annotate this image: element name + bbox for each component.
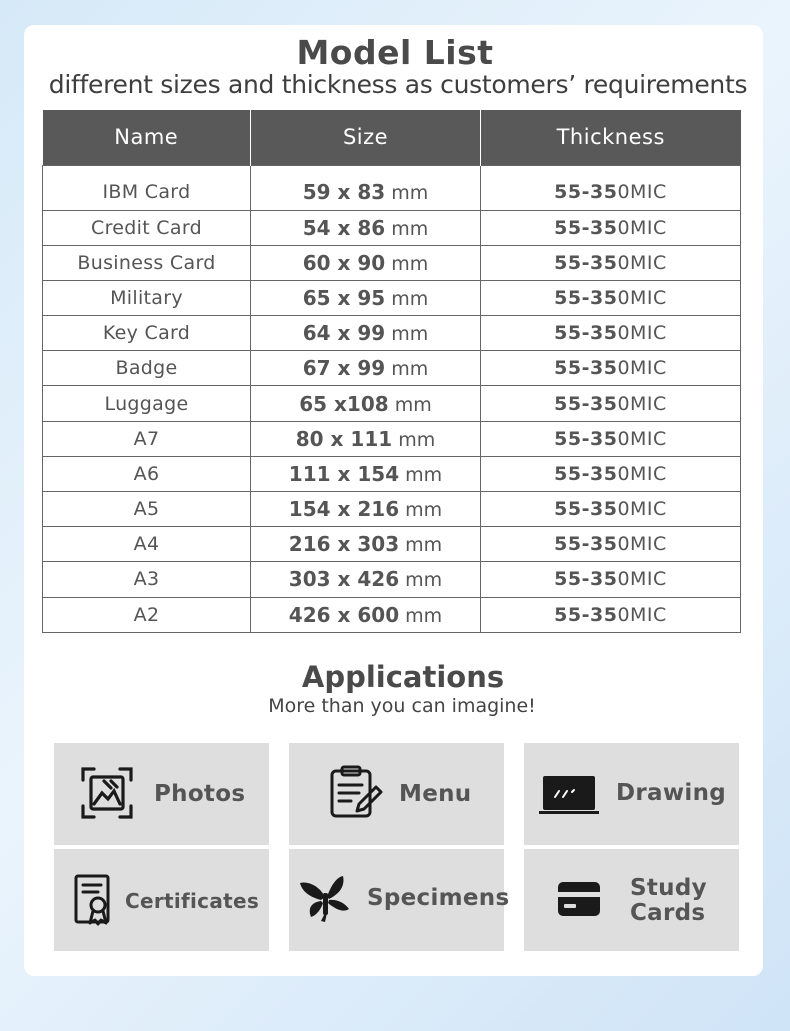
cell-size [251,210,481,245]
cell-size [251,351,481,386]
cell-size [251,527,481,562]
app-tile-photos [54,743,269,845]
thickness-unit: 0MIC [617,216,667,239]
size-unit: mm [391,323,429,346]
thickness-range: 55-35 [554,533,618,556]
cell-name: Key Card [43,316,251,351]
app-tile-study-cards [524,849,739,951]
cell-thickness [481,386,741,421]
size-value: 216 x 303 [288,532,400,557]
thickness-range: 55-35 [554,180,618,203]
app-tile-certificates [54,849,269,951]
size-value: 64 x 99 [302,321,386,346]
thickness-unit: 0MIC [617,462,667,485]
cell-size [251,386,481,421]
page-subtitle: different sizes and thickness as customers’ requirements [48,70,748,99]
applications-subtitle: More than you can imagine! [268,695,536,717]
cell-size [251,456,481,491]
size-value: 54 x 86 [302,215,386,240]
thickness-range: 55-35 [554,322,618,345]
cell-thickness [481,527,741,562]
cell-thickness [481,562,741,597]
thickness-unit: 0MIC [617,180,667,203]
photo-icon [80,766,134,820]
cell-size [251,316,481,351]
table-row [43,492,741,527]
table-row [43,351,741,386]
size-unit: mm [405,534,443,557]
thickness-unit: 0MIC [617,427,667,450]
cell-size [251,597,481,632]
cell-name: Credit Card [43,210,251,245]
thickness-unit: 0MIC [617,286,667,309]
size-unit: mm [405,604,443,627]
thickness-unit: 0MIC [617,322,667,345]
app-label-study-cards-line2: Cards [630,900,706,926]
cell-thickness [481,492,741,527]
thickness-unit: 0MIC [617,533,667,556]
size-unit: mm [391,287,429,310]
cell-size [251,280,481,315]
thickness-range: 55-35 [554,251,618,274]
thickness-unit: 0MIC [617,603,667,626]
size-value: 65 x 95 [302,285,386,310]
cell-thickness [481,597,741,632]
cell-name: A5 [43,492,251,527]
size-value: 67 x 99 [302,356,386,381]
size-unit: mm [405,569,443,592]
thickness-range: 55-35 [554,216,618,239]
app-label-study-cards-line1: Study [630,875,707,901]
table-row [43,386,741,421]
cell-size [251,492,481,527]
size-unit: mm [391,252,429,275]
drawing-board-icon [539,773,599,817]
size-unit: mm [394,393,432,416]
table-row [43,316,741,351]
cell-size [251,421,481,456]
cell-name: A3 [43,562,251,597]
size-unit: mm [391,181,429,204]
table-row [43,245,741,280]
table-row [43,527,741,562]
thickness-range: 55-35 [554,568,618,591]
cell-name: Badge [43,351,251,386]
thickness-range: 55-35 [554,603,618,626]
app-tile-specimens [289,849,510,951]
size-unit: mm [391,358,429,381]
table-row [43,456,741,491]
cell-name: A4 [43,527,251,562]
thickness-range: 55-35 [554,498,618,521]
size-value: 111 x 154 [288,461,400,486]
thickness-range: 55-35 [554,427,618,450]
size-value: 80 x 111 [295,426,393,451]
cell-thickness [481,245,741,280]
size-unit: mm [405,463,443,486]
column-header-thickness: Thickness [481,110,741,165]
table-row [43,165,741,210]
size-value: 303 x 426 [288,567,400,592]
app-label-certificates: Certificates [125,889,260,913]
app-label-menu: Menu [399,781,472,807]
certificate-icon [74,874,114,926]
card-icon [558,882,600,916]
applications-title: Applications [301,660,505,694]
cell-size [251,165,481,210]
table-row [43,597,741,632]
thickness-range: 55-35 [554,357,618,380]
table-row [43,562,741,597]
cell-name: Military [43,280,251,315]
app-label-photos: Photos [154,781,246,807]
size-value: 154 x 216 [288,497,400,522]
cell-thickness [481,351,741,386]
app-tile-drawing [524,743,739,845]
thickness-range: 55-35 [554,392,618,415]
size-unit: mm [405,499,443,522]
app-label-drawing: Drawing [616,780,727,806]
thickness-unit: 0MIC [617,392,667,415]
table-row [43,421,741,456]
app-label-study-cards [630,876,707,926]
cell-name: A7 [43,421,251,456]
cell-name: Luggage [43,386,251,421]
size-value: 60 x 90 [302,250,386,275]
cell-thickness [481,421,741,456]
table-header-row [43,110,741,165]
table-row [43,280,741,315]
cell-thickness [481,316,741,351]
size-value: 59 x 83 [302,179,386,204]
cell-name: IBM Card [43,165,251,210]
size-unit: mm [391,217,429,240]
cell-size [251,562,481,597]
column-header-size: Size [251,110,481,165]
menu-clipboard-icon [329,765,383,819]
cell-thickness [481,165,741,210]
app-tile-menu [289,743,504,845]
cell-size [251,245,481,280]
app-label-specimens: Specimens [367,885,510,911]
page-title: Model List [296,33,494,72]
thickness-unit: 0MIC [617,251,667,274]
table-row [43,210,741,245]
cell-name: A2 [43,597,251,632]
column-header-name: Name [43,110,251,165]
cell-thickness [481,210,741,245]
thickness-range: 55-35 [554,286,618,309]
thickness-unit: 0MIC [617,498,667,521]
cell-name: Business Card [43,245,251,280]
size-value: 426 x 600 [288,602,400,627]
cell-thickness [481,456,741,491]
thickness-unit: 0MIC [617,357,667,380]
size-unit: mm [398,428,436,451]
thickness-unit: 0MIC [617,568,667,591]
thickness-range: 55-35 [554,462,618,485]
model-table [42,110,741,633]
cell-name: A6 [43,456,251,491]
cell-thickness [481,280,741,315]
size-value: 65 x108 [299,391,389,416]
butterfly-icon [299,875,351,925]
